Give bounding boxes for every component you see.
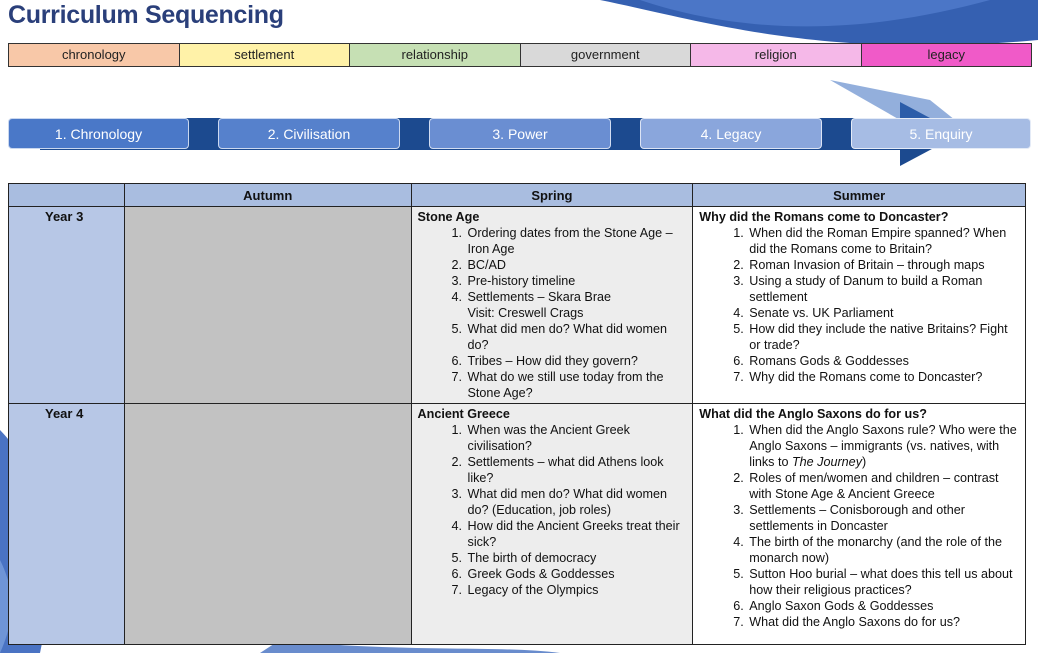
theme-settlement: settlement — [180, 44, 351, 66]
list-item: 3. Settlements – Conisborough and other settlements in Doncaster — [747, 502, 1021, 534]
step-legacy: 4. Legacy — [640, 118, 822, 149]
list-item: 7. Legacy of the Olympics — [466, 582, 689, 598]
list-item: 7. Why did the Romans come to Doncaster? — [747, 369, 1021, 385]
step-enquiry: 5. Enquiry — [851, 118, 1031, 149]
list-item: 4. How did the Ancient Greeks treat their sick? — [466, 518, 689, 550]
table-row-year-3 — [9, 207, 1026, 404]
page-title: Curriculum Sequencing — [8, 1, 284, 29]
list-item: 2. Roman Invasion of Britain – through maps — [747, 257, 1021, 273]
list-item: 3. Using a study of Danum to build a Roman settlement — [747, 273, 1021, 305]
theme-legacy: legacy — [862, 44, 1032, 66]
list-item: 1. When did the Roman Empire spanned? When did the Romans come to Britain? — [747, 225, 1021, 257]
unit-list — [418, 225, 689, 401]
unit-title: What did the Anglo Saxons do for us? — [699, 407, 927, 421]
spring-cell — [411, 404, 693, 645]
list-item: 2. BC/AD — [466, 257, 689, 273]
autumn-cell — [124, 207, 411, 404]
list-item: 6. Romans Gods & Goddesses — [747, 353, 1021, 369]
unit-list — [418, 422, 689, 598]
theme-religion: religion — [691, 44, 862, 66]
step-civilisation: 2. Civilisation — [218, 118, 400, 149]
theme-key — [8, 43, 1032, 67]
list-item-text: 4. Settlements – Skara Brae — [467, 290, 612, 304]
step-power: 3. Power — [429, 118, 611, 149]
unit-title: Why did the Romans come to Doncaster? — [699, 210, 949, 224]
list-item: 4. Senate vs. UK Parliament — [747, 305, 1021, 321]
unit-title: Ancient Greece — [417, 407, 510, 421]
list-item-tail: ) — [862, 455, 867, 469]
summer-cell — [693, 207, 1026, 404]
step-chronology: 1. Chronology — [8, 118, 189, 149]
list-item: 7. What did the Anglo Saxons do for us? — [747, 614, 1021, 630]
list-item: 3. Pre-history timeline — [466, 273, 689, 289]
list-item: 2. Settlements – what did Athens look like? — [466, 454, 689, 486]
process-steps — [8, 118, 1032, 150]
visit-note: Visit: Creswell Crags — [467, 306, 584, 320]
list-item — [466, 289, 689, 321]
list-item: 2. Roles of men/women and children – contrast with Stone Age & Ancient Greece — [747, 470, 1021, 502]
list-item: 7. What do we still use today from the Stone Age? — [466, 369, 689, 401]
summer-cell — [693, 404, 1026, 645]
list-item: 5. The birth of democracy — [466, 550, 689, 566]
list-item — [747, 422, 1021, 470]
book-title: The Journey — [791, 455, 862, 469]
unit-title: Stone Age — [417, 210, 480, 224]
year-label: Year 4 — [9, 404, 125, 645]
table-row-year-4 — [9, 404, 1026, 645]
spring-cell — [411, 207, 693, 404]
list-item: 1. Ordering dates from the Stone Age – Iron Age — [466, 225, 689, 257]
header-blank — [9, 184, 125, 207]
unit-list — [699, 422, 1021, 630]
header-autumn: Autumn — [124, 184, 411, 207]
unit-list — [699, 225, 1021, 385]
table-header-row — [9, 184, 1026, 207]
list-item: 5. Sutton Hoo burial – what does this tell us about how their religious practices? — [747, 566, 1021, 598]
theme-government: government — [521, 44, 692, 66]
theme-relationship: relationship — [350, 44, 521, 66]
list-item: 5. How did they include the native Britains? Fight or trade? — [747, 321, 1021, 353]
autumn-cell — [124, 404, 411, 645]
header-spring: Spring — [411, 184, 693, 207]
list-item: 6. Anglo Saxon Gods & Goddesses — [747, 598, 1021, 614]
theme-chronology: chronology — [9, 44, 180, 66]
year-label: Year 3 — [9, 207, 125, 404]
list-item: 1. When was the Ancient Greek civilisation? — [466, 422, 689, 454]
list-item-text: When did the Anglo Saxons rule? Who were the Anglo Saxons – immigrants (vs. natives, with links to — [749, 423, 1017, 469]
list-item: 5. What did men do? What did women do? — [466, 321, 689, 353]
header-summer: Summer — [693, 184, 1026, 207]
list-item: 3. What did men do? What did women do? (Education, job roles) — [466, 486, 689, 518]
curriculum-table — [8, 183, 1026, 645]
list-item: 4. The birth of the monarchy (and the role of the monarch now) — [747, 534, 1021, 566]
list-item: 6. Tribes – How did they govern? — [466, 353, 689, 369]
list-item: 6. Greek Gods & Goddesses — [466, 566, 689, 582]
